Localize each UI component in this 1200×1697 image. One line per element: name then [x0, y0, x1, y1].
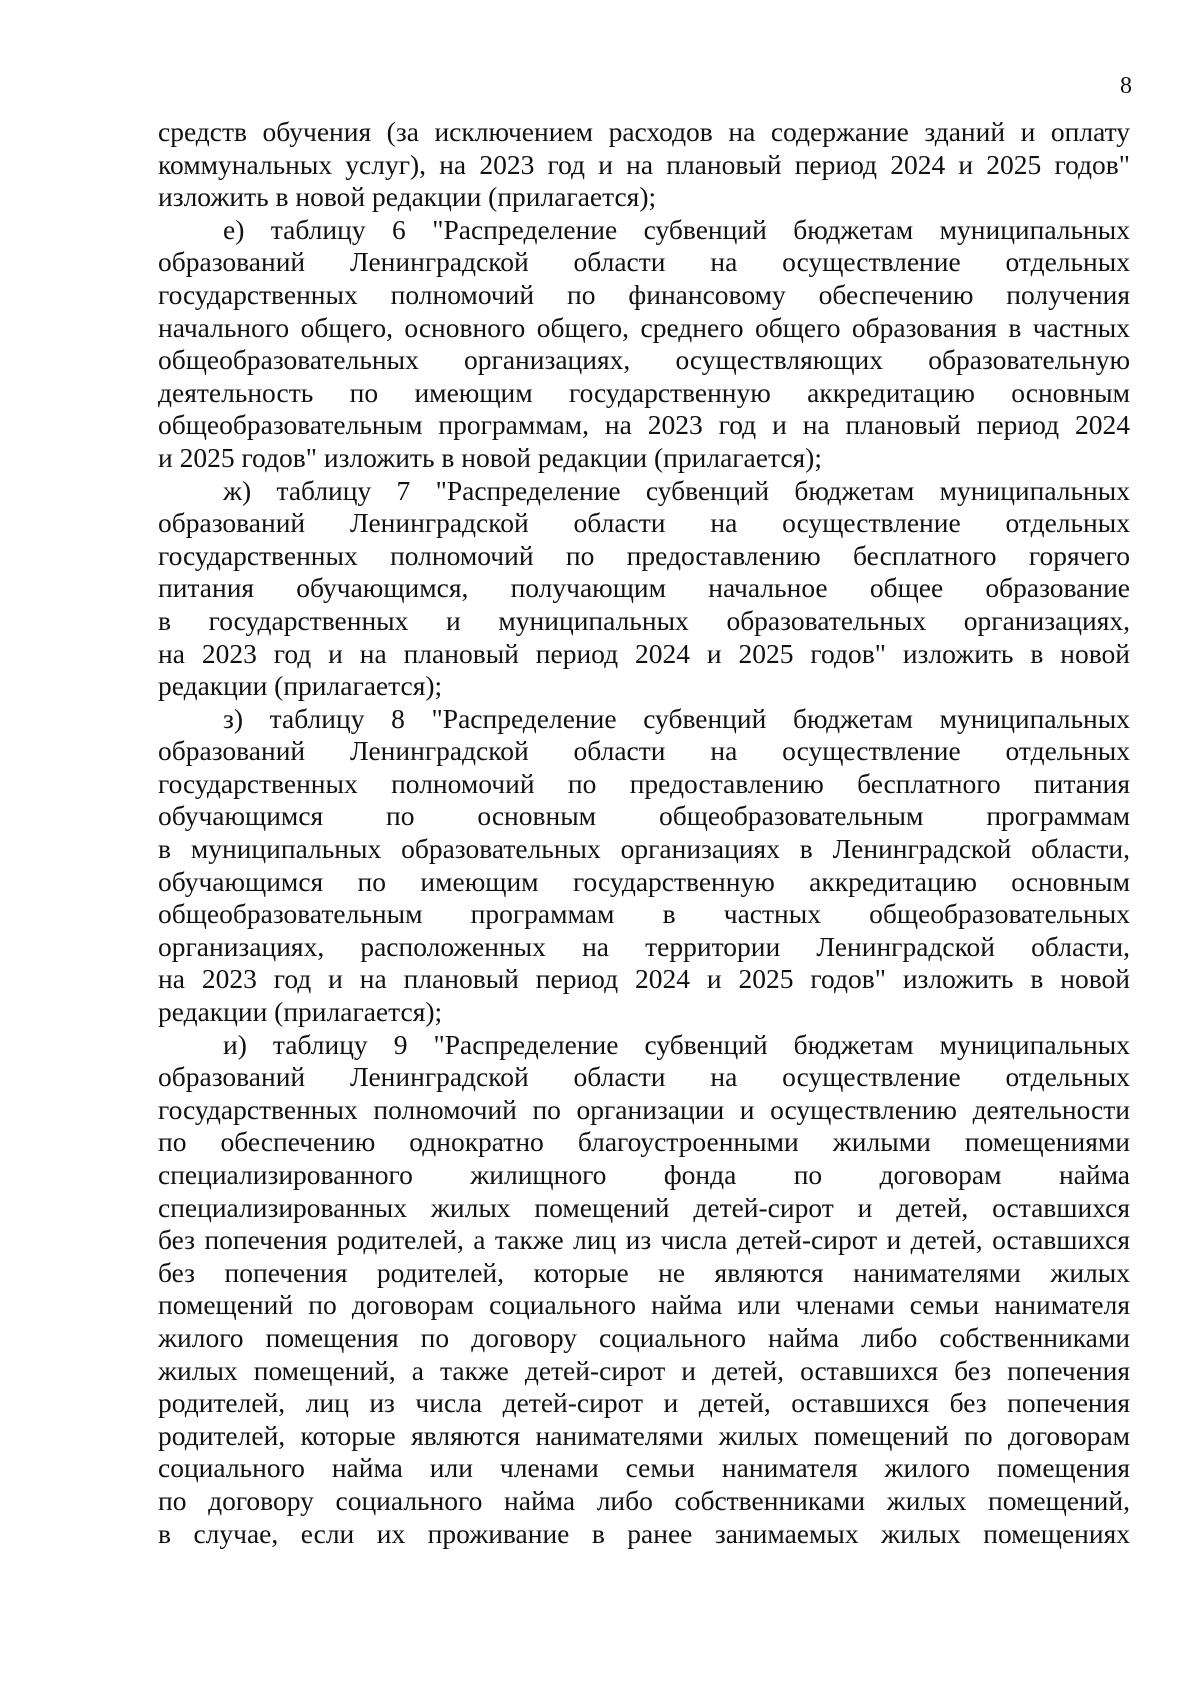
text-line: общеобразовательных организациях, осуществляющих образовательную: [158, 344, 1130, 376]
text-line: коммунальных услуг), на 2023 год и на плановый период 2024 и 2025 годов": [158, 148, 1130, 180]
text-line: редакции (прилагается);: [158, 670, 443, 702]
text-line: без попечения родителей, а также лиц из числа детей-сирот и детей, оставшихся: [158, 1224, 1130, 1256]
text-line: родителей, лиц из числа детей-сирот и детей, оставшихся без попечения: [158, 1387, 1130, 1419]
text-line: жилых помещений, а также детей-сирот и детей, оставшихся без попечения: [158, 1354, 1130, 1386]
document-body: [158, 116, 1130, 1550]
text-line: в случае, если их проживание в ранее занимаемых жилых помещениях: [158, 1517, 1130, 1549]
text-line: социального найма или членами семьи нанимателя жилого помещения: [158, 1452, 1130, 1484]
text-line: и) таблицу 9 "Распределение субвенций бюджетам муниципальных: [223, 1028, 1130, 1060]
text-line: образований Ленинградской области на осуществление отдельных: [158, 735, 1130, 767]
text-line: помещений по договорам социального найма или членами семьи нанимателя: [158, 1289, 1130, 1321]
text-line: государственных полномочий по предоставлению бесплатного питания: [158, 767, 1130, 799]
text-line: жилого помещения по договору социального найма либо собственниками: [158, 1321, 1130, 1353]
text-line: з) таблицу 8 "Распределение субвенций бюджетам муниципальных: [223, 702, 1130, 734]
text-line: деятельность по имеющим государственную аккредитацию основным: [158, 376, 1130, 408]
text-line: образований Ленинградской области на осуществление отдельных: [158, 246, 1130, 278]
text-line: редакции (прилагается);: [158, 996, 443, 1028]
text-line: изложить в новой редакции (прилагается);: [158, 181, 657, 213]
text-line: в государственных и муниципальных образовательных организациях,: [158, 604, 1130, 636]
text-line: образований Ленинградской области на осуществление отдельных: [158, 507, 1130, 539]
text-line: образований Ленинградской области на осуществление отдельных: [158, 1061, 1130, 1093]
text-line: е) таблицу 6 "Распределение субвенций бюджетам муниципальных: [223, 213, 1130, 245]
text-line: государственных полномочий по организации и осуществлению деятельности: [158, 1093, 1130, 1125]
text-line: ж) таблицу 7 "Распределение субвенций бюджетам муниципальных: [223, 474, 1130, 506]
page-number: 8: [1120, 73, 1132, 99]
text-line: на 2023 год и на плановый период 2024 и 2025 годов" изложить в новой: [158, 963, 1130, 995]
text-line: государственных полномочий по финансовому обеспечению получения: [158, 278, 1130, 310]
text-line: государственных полномочий по предоставлению бесплатного горячего: [158, 539, 1130, 571]
text-line: родителей, которые являются нанимателями жилых помещений по договорам: [158, 1419, 1130, 1451]
text-line: средств обучения (за исключением расходов на содержание зданий и оплату: [158, 116, 1130, 147]
paragraph: [158, 116, 1130, 214]
text-line: организациях, расположенных на территории Ленинградской области,: [158, 930, 1130, 962]
paragraph-item-e: [158, 214, 1130, 475]
text-line: общеобразовательным программам, на 2023 год и на плановый период 2024: [158, 409, 1130, 441]
text-line: в муниципальных образовательных организациях в Ленинградской области,: [158, 833, 1130, 865]
text-line: по договору социального найма либо собственниками жилых помещений,: [158, 1484, 1130, 1516]
text-line: начального общего, основного общего, среднего общего образования в частных: [158, 311, 1130, 343]
paragraph-item-z: [158, 703, 1130, 1029]
text-line: специализированного жилищного фонда по договорам найма: [158, 1159, 1130, 1190]
text-line: без попечения родителей, которые не являются нанимателями жилых: [158, 1256, 1130, 1288]
text-line: общеобразовательным программам в частных общеобразовательных: [158, 898, 1130, 930]
text-line: питания обучающимся, получающим начальное общее образование: [158, 572, 1130, 604]
text-line: специализированных жилых помещений детей-сирот и детей, оставшихся: [158, 1191, 1130, 1223]
text-line: обучающимся по основным общеобразовательным программам: [158, 800, 1130, 832]
text-line: по обеспечению однократно благоустроенными жилыми помещениями: [158, 1126, 1130, 1158]
text-line: на 2023 год и на плановый период 2024 и 2025 годов" изложить в новой: [158, 637, 1130, 669]
paragraph-item-zh: [158, 475, 1130, 703]
text-line: обучающимся по имеющим государственную аккредитацию основным: [158, 865, 1130, 897]
text-line: и 2025 годов" изложить в новой редакции (прилагается);: [158, 441, 822, 473]
paragraph-item-i: [158, 1029, 1130, 1551]
